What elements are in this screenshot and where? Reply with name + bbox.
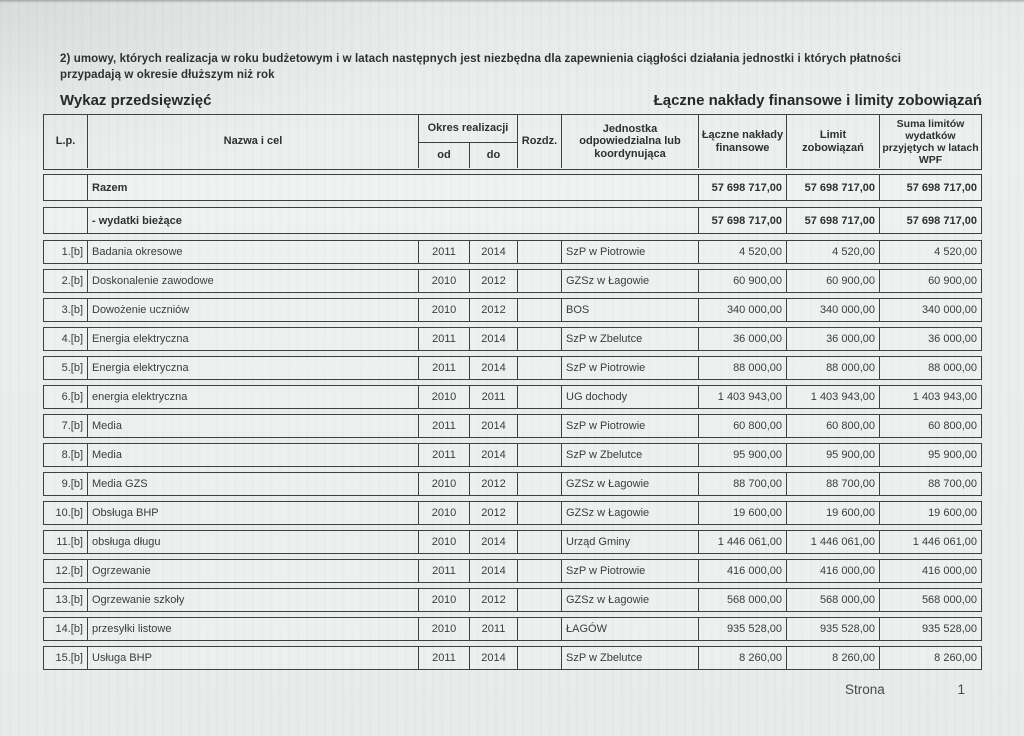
row-unit-cell: SzP w Zbelutce [561, 328, 698, 350]
row-lp-cell: 2.[b] [61, 275, 83, 287]
row-total-cell: 340 000,00 [698, 299, 786, 321]
row-lp-cell: 8.[b] [61, 449, 83, 461]
row-to-cell: 2012 [469, 270, 517, 292]
row-name-cell: energia elektryczna [87, 386, 418, 408]
row-to-cell: 2011 [469, 386, 517, 408]
row-to-cell: 2014 [469, 241, 517, 263]
row-name-cell: Badania okresowe [87, 241, 418, 263]
row-to-cell: 2012 [469, 589, 517, 611]
row-to-cell: 2012 [469, 502, 517, 524]
row-lp-cell: 4.[b] [61, 333, 83, 345]
row-limit-cell: 340 000,00 [786, 299, 879, 321]
row-limit-cell: 88 700,00 [786, 473, 879, 495]
header-period-from: od [418, 143, 469, 168]
row-lp-cell: 11.[b] [56, 536, 83, 548]
row-from-cell: 2010 [418, 386, 469, 408]
row-unit-cell: SzP w Zbelutce [561, 647, 698, 669]
row-limit-cell: 1 446 061,00 [786, 531, 879, 553]
row-wpf-cell: 1 403 943,00 [879, 386, 981, 408]
row-wpf-cell: 88 700,00 [879, 473, 981, 495]
table-row [43, 414, 982, 438]
row-total-cell: 88 000,00 [698, 357, 786, 379]
row-from-cell: 2010 [418, 299, 469, 321]
summary-wpf-cell: 57 698 717,00 [879, 175, 981, 200]
table-row [43, 472, 982, 496]
page-footer [845, 682, 965, 697]
table-rows [43, 174, 982, 670]
row-chapter-cell [517, 386, 561, 408]
summary-lp-cell [44, 175, 87, 200]
summary-limit-cell: 57 698 717,00 [786, 208, 879, 233]
row-total-cell: 8 260,00 [698, 647, 786, 669]
table-row [43, 588, 982, 612]
row-chapter-cell [517, 618, 561, 640]
row-chapter-cell [517, 328, 561, 350]
row-chapter-cell [517, 560, 561, 582]
row-total-cell: 19 600,00 [698, 502, 786, 524]
row-wpf-cell: 36 000,00 [879, 328, 981, 350]
row-wpf-cell: 4 520,00 [879, 241, 981, 263]
row-lp-cell: 14.[b] [55, 623, 83, 635]
row-chapter-cell [517, 415, 561, 437]
row-from-cell: 2011 [418, 241, 469, 263]
row-wpf-cell: 8 260,00 [879, 647, 981, 669]
summary-lp-cell [44, 208, 87, 233]
row-unit-cell: BOS [561, 299, 698, 321]
header-total-outlays: Łączne nakłady finansowe [698, 115, 786, 168]
row-chapter-cell [517, 502, 561, 524]
row-total-cell: 60 800,00 [698, 415, 786, 437]
row-name-cell: Usługa BHP [87, 647, 418, 669]
row-to-cell: 2012 [469, 473, 517, 495]
row-unit-cell: ŁAGÓW [561, 618, 698, 640]
row-limit-cell: 4 520,00 [786, 241, 879, 263]
header-unit: Jednostka odpowiedzialna lub koordynująca [561, 115, 698, 168]
row-from-cell: 2010 [418, 531, 469, 553]
row-total-cell: 95 900,00 [698, 444, 786, 466]
row-from-cell: 2011 [418, 444, 469, 466]
section-title-right: Łączne nakłady finansowe i limity zobowiązań [653, 92, 982, 109]
summary-total-cell: 57 698 717,00 [698, 175, 786, 200]
row-unit-cell: GZSz w Łagowie [561, 270, 698, 292]
row-to-cell: 2011 [469, 618, 517, 640]
row-from-cell: 2011 [418, 415, 469, 437]
header-chapter: Rozdz. [517, 115, 561, 168]
row-unit-cell: Urząd Gminy [561, 531, 698, 553]
row-lp-cell: 9.[b] [61, 478, 83, 490]
row-lp-cell: 15.[b] [55, 652, 83, 664]
header-liability-limit: Limit zobowiązań [786, 115, 879, 168]
row-wpf-cell: 935 528,00 [879, 618, 981, 640]
summary-name-cell: - wydatki bieżące [87, 208, 698, 233]
row-name-cell: Ogrzewanie szkoły [87, 589, 418, 611]
row-from-cell: 2011 [418, 328, 469, 350]
row-chapter-cell [517, 357, 561, 379]
row-limit-cell: 60 900,00 [786, 270, 879, 292]
row-total-cell: 88 700,00 [698, 473, 786, 495]
row-unit-cell: SzP w Piotrowie [561, 357, 698, 379]
row-total-cell: 1 403 943,00 [698, 386, 786, 408]
row-unit-cell: GZSz w Łagowie [561, 502, 698, 524]
row-lp-cell: 13.[b] [55, 594, 83, 606]
row-limit-cell: 88 000,00 [786, 357, 879, 379]
row-total-cell: 4 520,00 [698, 241, 786, 263]
row-name-cell: Obsługa BHP [87, 502, 418, 524]
row-chapter-cell [517, 647, 561, 669]
header-lp: L.p. [55, 135, 76, 148]
summary-name-cell: Razem [87, 175, 698, 200]
row-unit-cell: GZSz w Łagowie [561, 589, 698, 611]
table-row [43, 443, 982, 467]
row-unit-cell: GZSz w Łagowie [561, 473, 698, 495]
row-wpf-cell: 1 446 061,00 [879, 531, 981, 553]
row-chapter-cell [517, 589, 561, 611]
row-limit-cell: 568 000,00 [786, 589, 879, 611]
row-lp-cell: 12.[b] [55, 565, 83, 577]
row-name-cell: Energia elektryczna [87, 357, 418, 379]
row-to-cell: 2014 [469, 357, 517, 379]
row-name-cell: Doskonalenie zawodowe [87, 270, 418, 292]
row-from-cell: 2011 [418, 647, 469, 669]
table-row [43, 385, 982, 409]
row-name-cell: przesyłki listowe [87, 618, 418, 640]
row-lp-cell: 5.[b] [61, 362, 83, 374]
table-header [43, 114, 982, 170]
row-name-cell: Dowożenie uczniów [87, 299, 418, 321]
table-row [43, 327, 982, 351]
row-total-cell: 416 000,00 [698, 560, 786, 582]
table-row [43, 269, 982, 293]
summary-limit-cell: 57 698 717,00 [786, 175, 879, 200]
row-to-cell: 2014 [469, 560, 517, 582]
row-from-cell: 2011 [418, 357, 469, 379]
header-wpf-limit-sum: Suma limitów wydatków przyjętych w latach WPF [879, 115, 981, 168]
row-wpf-cell: 60 800,00 [879, 415, 981, 437]
row-unit-cell: SzP w Zbelutce [561, 444, 698, 466]
header-period-to: do [469, 143, 517, 168]
row-lp-cell: 1.[b] [61, 246, 83, 258]
row-chapter-cell [517, 299, 561, 321]
row-name-cell: Media GZS [87, 473, 418, 495]
table-row [43, 646, 982, 670]
row-limit-cell: 1 403 943,00 [786, 386, 879, 408]
row-wpf-cell: 60 900,00 [879, 270, 981, 292]
header-period-group: Okres realizacji [418, 115, 517, 143]
row-wpf-cell: 95 900,00 [879, 444, 981, 466]
row-from-cell: 2010 [418, 270, 469, 292]
table-row [43, 501, 982, 525]
row-chapter-cell [517, 241, 561, 263]
row-limit-cell: 416 000,00 [786, 560, 879, 582]
intro-note-line1: 2) umowy, których realizacja w roku budżetowym i w latach następnych jest niezbędna dla zapewnienia ciągłości działania jednostki i których płatności [60, 53, 901, 65]
row-chapter-cell [517, 444, 561, 466]
row-wpf-cell: 340 000,00 [879, 299, 981, 321]
summary-row [43, 174, 982, 201]
row-name-cell: Ogrzewanie [87, 560, 418, 582]
row-total-cell: 36 000,00 [698, 328, 786, 350]
table-row [43, 298, 982, 322]
row-limit-cell: 60 800,00 [786, 415, 879, 437]
row-total-cell: 935 528,00 [698, 618, 786, 640]
row-limit-cell: 8 260,00 [786, 647, 879, 669]
footer-label: Strona [845, 682, 885, 697]
row-name-cell: Media [87, 415, 418, 437]
intro-note-line2: przypadają w okresie dłuższym niż rok [60, 68, 275, 81]
table-row [43, 530, 982, 554]
table-row [43, 356, 982, 380]
row-chapter-cell [517, 270, 561, 292]
row-to-cell: 2012 [469, 299, 517, 321]
table-row [43, 240, 982, 264]
row-from-cell: 2010 [418, 473, 469, 495]
row-lp-cell: 6.[b] [61, 391, 83, 403]
row-lp-cell: 10.[b] [55, 507, 83, 519]
row-total-cell: 1 446 061,00 [698, 531, 786, 553]
row-lp-cell: 3.[b] [61, 304, 83, 316]
footer-page-number: 1 [957, 682, 965, 697]
row-unit-cell: SzP w Piotrowie [561, 560, 698, 582]
row-to-cell: 2014 [469, 531, 517, 553]
row-from-cell: 2010 [418, 618, 469, 640]
section-title-row [60, 92, 982, 109]
row-unit-cell: SzP w Piotrowie [561, 415, 698, 437]
row-name-cell: obsługa długu [87, 531, 418, 553]
row-to-cell: 2014 [469, 415, 517, 437]
summary-total-cell: 57 698 717,00 [698, 208, 786, 233]
header-name: Nazwa i cel [87, 115, 418, 168]
row-from-cell: 2011 [418, 560, 469, 582]
intro-note [60, 52, 995, 83]
row-limit-cell: 95 900,00 [786, 444, 879, 466]
table-row [43, 559, 982, 583]
summary-wpf-cell: 57 698 717,00 [879, 208, 981, 233]
row-to-cell: 2014 [469, 328, 517, 350]
row-wpf-cell: 568 000,00 [879, 589, 981, 611]
row-chapter-cell [517, 531, 561, 553]
row-from-cell: 2010 [418, 502, 469, 524]
row-limit-cell: 19 600,00 [786, 502, 879, 524]
summary-row [43, 207, 982, 234]
row-chapter-cell [517, 473, 561, 495]
row-unit-cell: UG dochody [561, 386, 698, 408]
row-wpf-cell: 416 000,00 [879, 560, 981, 582]
row-name-cell: Energia elektryczna [87, 328, 418, 350]
section-title-left: Wykaz przedsięwzięć [60, 92, 212, 109]
row-limit-cell: 36 000,00 [786, 328, 879, 350]
projects-table [43, 114, 982, 675]
row-limit-cell: 935 528,00 [786, 618, 879, 640]
row-name-cell: Media [87, 444, 418, 466]
table-row [43, 617, 982, 641]
row-from-cell: 2010 [418, 589, 469, 611]
row-wpf-cell: 19 600,00 [879, 502, 981, 524]
row-to-cell: 2014 [469, 444, 517, 466]
row-total-cell: 60 900,00 [698, 270, 786, 292]
row-lp-cell: 7.[b] [61, 420, 83, 432]
row-unit-cell: SzP w Piotrowie [561, 241, 698, 263]
row-total-cell: 568 000,00 [698, 589, 786, 611]
row-wpf-cell: 88 000,00 [879, 357, 981, 379]
row-to-cell: 2014 [469, 647, 517, 669]
